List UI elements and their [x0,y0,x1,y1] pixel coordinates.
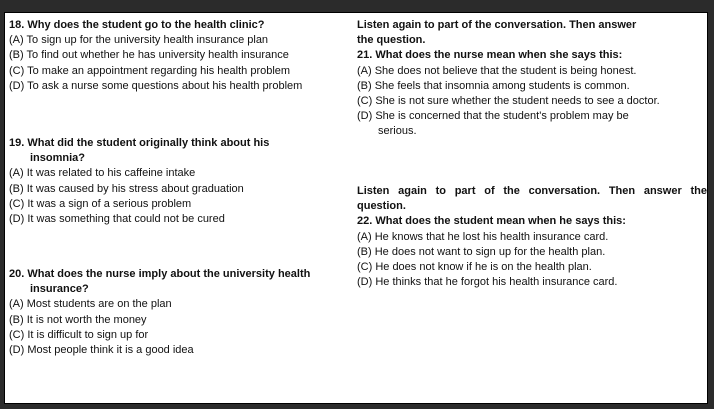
question-18-option-c: (C) To make an appointment regarding his health problem [9,64,291,77]
question-21 [357,18,707,140]
question-20-title-line2: insurance? [30,283,89,296]
question-20-title-line1: 20. What does the nurse imply about the university health [9,268,311,280]
question-18-option-b: (B) To find out whether he has university health insurance [9,49,289,62]
question-19-title-line2: insomnia? [30,152,86,165]
question-22-option-c: (C) He does not know if he is on the health plan. [357,261,592,274]
question-19 [9,136,349,227]
question-20 [9,267,349,358]
question-21-instruction-line1: Listen again to part of the conversation. Then answer [357,19,637,31]
question-22-title: 22. What does the student mean when he says this: [357,215,626,228]
question-20-option-b: (B) It is not worth the money [9,313,147,326]
question-18-option-a: (A) To sign up for the university health insurance plan [9,34,269,47]
question-21-title: 21. What does the nurse mean when she says this: [357,49,623,62]
question-18-option-d: (D) To ask a nurse some questions about his health problem [9,79,303,92]
question-20-option-d: (D) Most people think it is a good idea [9,344,194,357]
question-21-option-d: (D) She is concerned that the student's problem may be [357,110,629,123]
question-22-instruction-line2: question. [357,200,406,213]
question-19-title-line1: 19. What did the student originally think about his [9,137,270,149]
question-22-instruction-line1: Listen again to part of the conversation. Then answer the [357,185,707,197]
question-21-option-c: (C) She is not sure whether the student needs to see a doctor. [357,95,660,108]
worksheet-page [4,12,708,404]
question-21-option-d-cont: serious. [378,125,417,138]
question-18-title: 18. Why does the student go to the health clinic? [9,19,265,31]
question-22-option-b: (B) He does not want to sign up for the health plan. [357,245,606,258]
question-19-option-b: (B) It was caused by his stress about graduation [9,182,244,195]
question-19-option-a: (A) It was related to his caffeine intake [9,167,196,180]
question-21-option-a: (A) She does not believe that the student is being honest. [357,64,637,77]
question-19-option-c: (C) It was a sign of a serious problem [9,197,192,210]
question-20-option-a: (A) Most students are on the plan [9,298,172,311]
question-22 [357,184,707,290]
question-19-option-d: (D) It was something that could not be cured [9,213,225,226]
question-22-option-d: (D) He thinks that he forgot his health insurance card. [357,276,618,289]
question-20-option-c: (C) It is difficult to sign up for [9,328,149,341]
question-21-instruction-line2: the question. [357,34,426,47]
question-21-option-b: (B) She feels that insomnia among students is common. [357,79,630,92]
question-22-option-a: (A) He knows that he lost his health insurance card. [357,230,609,243]
question-18 [9,18,349,94]
